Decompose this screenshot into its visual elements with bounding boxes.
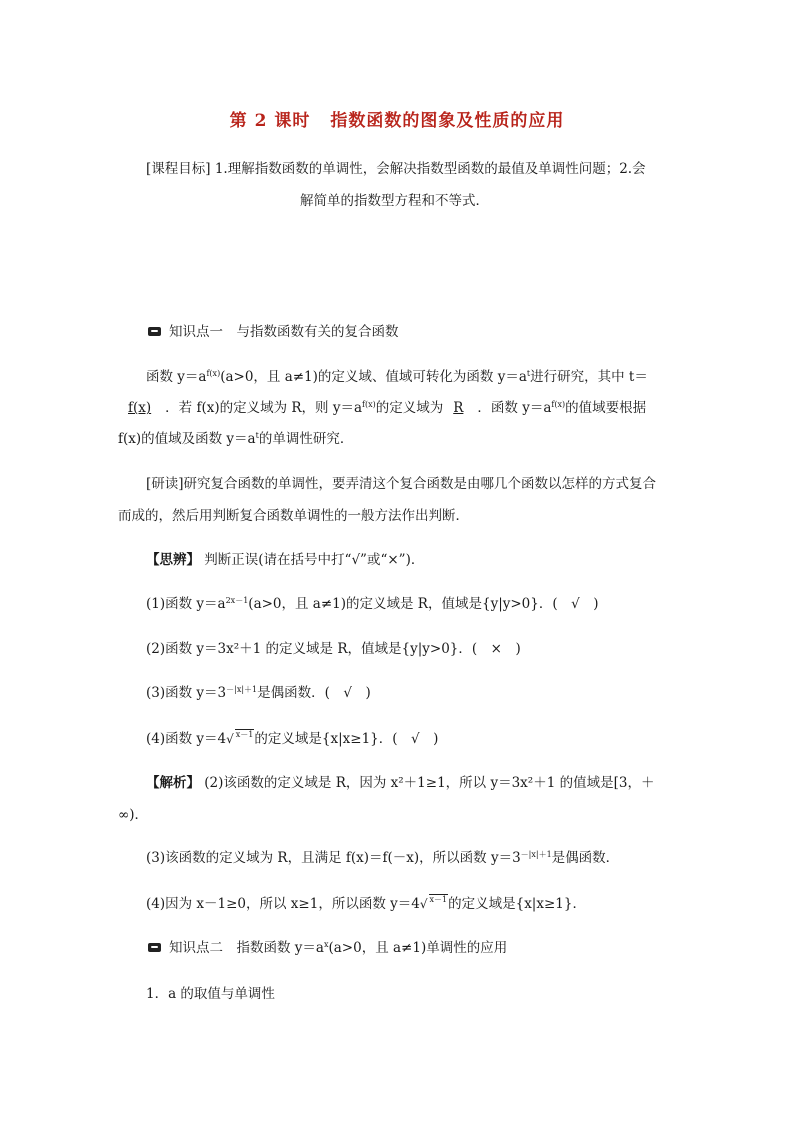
kp1-heading [148,323,399,341]
radical-sign: √ [419,897,428,911]
question-4: (4)函数 y＝4√ x－1的定义域是{x|x≥1}．( √ ) [146,730,439,747]
blank-answer-2: R [453,400,464,416]
blank-answer-1: f(x) [128,400,152,416]
radicand: x－1 [429,895,448,904]
radicand: x－1 [235,730,254,739]
think-label: 【思辨】 [146,552,200,568]
analysis-2-line-1: 【解析】 (2)该函数的定义域是 R，因为 x²＋1≥1，所以 y＝3x²＋1 的值域是[3，＋ [146,775,655,791]
pencil-icon [148,327,161,336]
question-2: (2)函数 y＝3x²＋1 的定义域是 R，值域是{y|y>0}．( × ) [146,641,521,657]
analysis-2-line-2: ∞)． [118,807,149,823]
analysis-label: 【解析】 [146,775,200,791]
kp2-item-1: 1．a 的取值与单调性 [146,986,275,1002]
objective-line-1: [课程目标] 1.理解指数函数的单调性，会解决指数型函数的最值及单调性问题；2.会 [146,161,646,177]
kp1-paragraph-line-1: 函数 $y=a^{f(x)}(a>0$，且 a≠1)的定义域、值域可转化为函数 $y=a^t$进行研究，其中 t＝ [146,369,648,385]
kp1-paragraph-line-2: f(x) ．若 f(x)的定义域为 R，则 $y=a^{f(x)}$的定义域为 R ．函数 $y=a^{f(x)}$的值域要根据 [118,399,646,417]
think-heading: 【思辨】 判断正误(请在括号中打“√”或“×”)． [146,552,425,568]
pencil-icon [148,943,161,952]
kp2-heading: 知识点二 指数函数 $y=a^x(a>0$，且 a≠1)单调性的应用 [148,939,507,957]
kp1-paragraph-line-3: f(x)的值域及函数 $y=a^t$的单调性研究． [118,431,354,447]
objective-line-2: 解简单的指数型方程和不等式． [300,193,489,209]
kp1-heading-text: 知识点一 与指数函数有关的复合函数 [169,324,399,340]
radical-sign: √ [226,732,234,746]
title-lesson: 第 2 课时 [229,111,311,131]
analysis-4: (4)因为 x－1≥0，所以 x≥1，所以函数 y＝4√ x－1的定义域是{x|x≥1}． [146,895,586,912]
study-line-2: 而成的，然后用判断复合函数单调性的一般方法作出判断． [118,508,469,524]
page-title [0,106,794,131]
analysis-3: (3)该函数的定义域为 R，且满足 f(x)＝f(－x)，所以函数 $y=3^{-|x|+1}$是偶函数． [146,850,620,866]
question-1: (1)函数 $y=a^{2x-1}(a>0$，且 a≠1)的定义域是 R，值域是{y|y>0}．( √ ) [146,596,599,612]
study-line-1: [研读]研究复合函数的单调性，要弄清这个复合函数是由哪几个函数以怎样的方式复合 [146,476,657,492]
title-topic: 指数函数的图象及性质的应用 [330,111,565,131]
question-3: (3)函数 $y=3^{-|x|+1}$是偶函数．( √ ) [146,685,371,701]
